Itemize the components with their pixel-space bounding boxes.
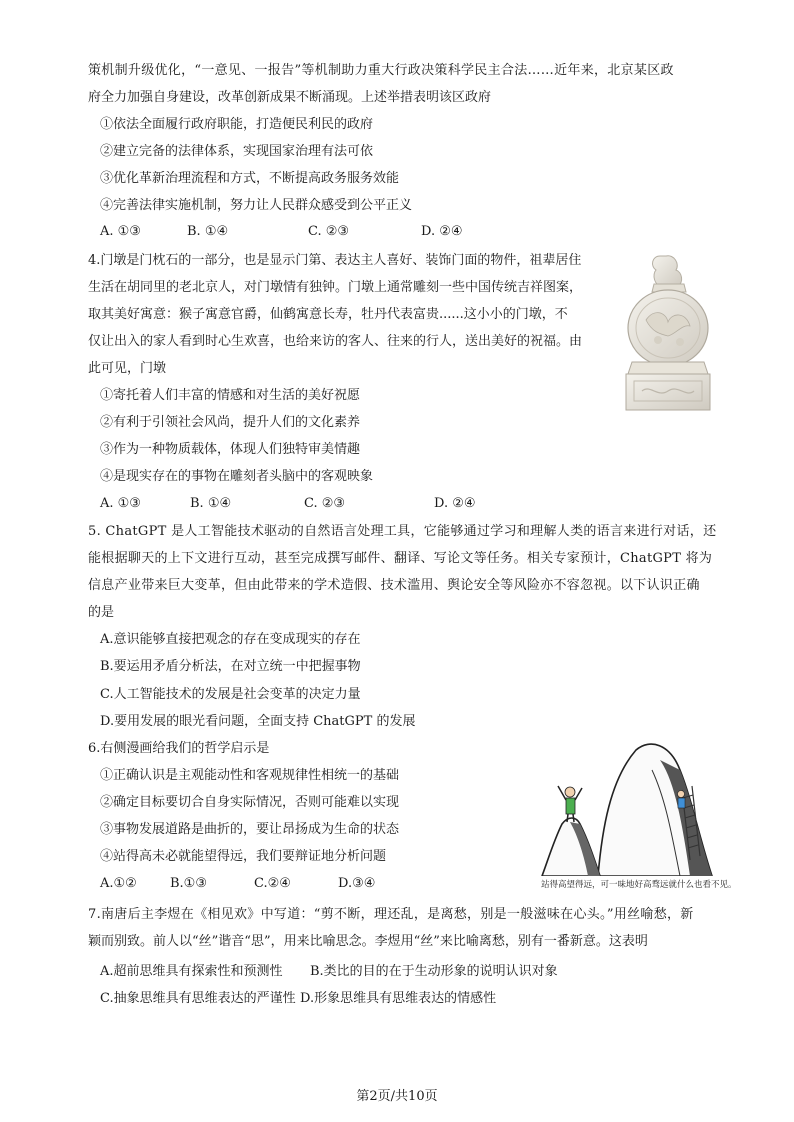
q4-option-a: A. ①③ <box>100 496 141 511</box>
q6-item-2: ②确定目标要切合自身实际情况，否则可能难以实现 <box>100 795 400 810</box>
q7-stem-line-2: 颖而别致。前人以“丝”谐音“思”，用来比喻思念。李煜用“丝”来比喻离愁，别有一番新意。这表明 <box>88 934 648 949</box>
q5-option-c: C.人工智能技术的发展是社会变革的决定力量 <box>100 687 361 702</box>
q4-stem-line-4: 仅让出入的家人看到时心生欢喜，也给来访的客人、往来的行人，送出美好的祝福。由 <box>88 334 583 349</box>
q5-option-b: B.要运用矛盾分析法，在对立统一中把握事物 <box>100 659 361 674</box>
q3-stem-line-2: 府全力加强自身建设，改革创新成果不断涌现。上述举措表明该区政府 <box>88 90 492 105</box>
q5-option-d: D.要用发展的眼光看问题，全面支持 ChatGPT 的发展 <box>100 714 416 729</box>
q4-item-3: ③作为一种物质载体，体现人们独特审美情趣 <box>100 442 361 457</box>
q3-item-2: ②建立完备的法律体系，实现国家治理有法可依 <box>100 144 374 159</box>
q3-option-a: A. ①③ <box>100 224 141 239</box>
q5-stem-line-4: 的是 <box>88 605 115 620</box>
mountain-cartoon-image <box>540 740 720 876</box>
q7-stem-line-1: 7.南唐后主李煜在《相见欢》中写道：“剪不断，理还乱，是离愁，别是一般滋味在心头。”用丝喻愁，新 <box>88 907 694 922</box>
q4-stem-line-5: 此可见，门墩 <box>88 361 167 376</box>
q3-item-4: ④完善法律实施机制，努力让人民群众感受到公平正义 <box>100 198 413 213</box>
q4-stem-line-2: 生活在胡同里的老北京人，对门墩情有独钟。门墩上通常雕刻一些中国传统吉祥图案， <box>88 280 583 295</box>
q4-stem-line-3: 取其美好寓意：猴子寓意官爵，仙鹤寓意长寿，牡丹代表富贵......这小小的门墩，不 <box>88 307 568 322</box>
q6-item-3: ③事物发展道路是曲折的，要让昂扬成为生命的状态 <box>100 822 400 837</box>
q6-option-b: B.①③ <box>170 876 207 891</box>
door-pier-stone-image <box>622 250 714 416</box>
q3-item-1: ①依法全面履行政府职能，打造便民利民的政府 <box>100 117 374 132</box>
q6-option-d: D.③④ <box>338 876 376 891</box>
q3-option-b: B. ①④ <box>187 224 229 239</box>
page-number-footer: 第2页/共10页 <box>356 1089 438 1104</box>
q7-option-c: C.抽象思维具有思维表达的严谨性 <box>100 991 296 1006</box>
q4-option-b: B. ①④ <box>190 496 232 511</box>
q7-option-d: D.形象思维具有思维表达的情感性 <box>300 991 497 1006</box>
q3-item-3: ③优化革新治理流程和方式，不断提高政务服务效能 <box>100 171 400 186</box>
q5-stem-line-1: 5. ChatGPT 是人工智能技术驱动的自然语言处理工具，它能够通过学习和理解人类的语言来进行对话，还 <box>88 524 717 539</box>
q3-stem-line-1: 策机制升级优化，“一意见、一报告”等机制助力重大行政决策科学民主合法……近年来，北京某区政 <box>88 63 674 78</box>
q4-item-2: ②有利于引领社会风尚，提升人们的文化素养 <box>100 415 361 430</box>
cartoon-caption: 站得高望得远，可一味地好高骛远就什么也看不见。 <box>541 880 737 890</box>
q4-option-d: D. ②④ <box>434 496 476 511</box>
q3-option-d: D. ②④ <box>421 224 463 239</box>
q6-stem-line-1: 6.右侧漫画给我们的哲学启示是 <box>88 741 270 756</box>
q4-item-4: ④是现实存在的事物在雕刻者头脑中的客观映象 <box>100 469 374 484</box>
q5-stem-line-3: 信息产业带来巨大变革，但由此带来的学术造假、技术滥用、舆论安全等风险亦不容忽视。以下认识正确 <box>88 578 700 593</box>
q5-option-a: A.意识能够直接把观念的存在变成现实的存在 <box>100 632 361 647</box>
q4-stem-line-1: 4.门墩是门枕石的一部分，也是显示门第、表达主人喜好、装饰门面的物件，祖辈居住 <box>88 253 582 268</box>
q4-item-1: ①寄托着人们丰富的情感和对生活的美好祝愿 <box>100 388 361 403</box>
q4-option-c: C. ②③ <box>304 496 346 511</box>
q7-option-b: B.类比的目的在于生动形象的说明认识对象 <box>310 964 558 979</box>
q5-stem-line-2: 能根据聊天的上下文进行互动，甚至完成撰写邮件、翻译、写论文等任务。相关专家预计，ChatGPT 将为 <box>88 551 713 566</box>
q6-item-4: ④站得高未必就能望得远，我们要辩证地分析问题 <box>100 849 387 864</box>
q6-item-1: ①正确认识是主观能动性和客观规律性相统一的基础 <box>100 768 400 783</box>
q6-option-c: C.②④ <box>254 876 291 891</box>
q6-option-a: A.①② <box>100 876 137 891</box>
q7-option-a: A.超前思维具有探索性和预测性 <box>100 964 283 979</box>
q3-option-c: C. ②③ <box>308 224 350 239</box>
